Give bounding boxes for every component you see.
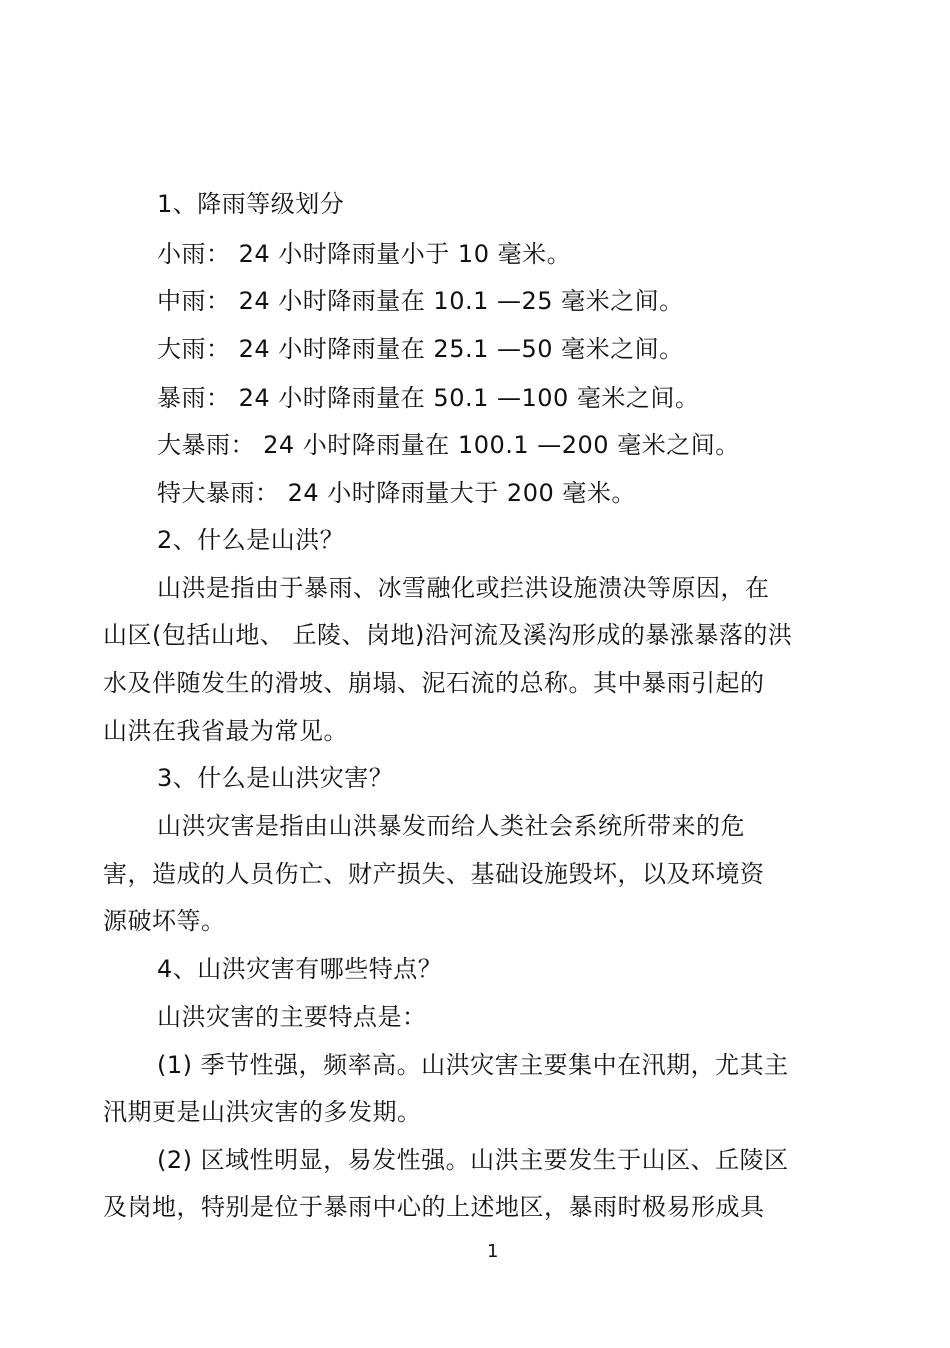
rain-level-extreme-storm: 特大暴雨： 24 小时降雨量大于 200 毫米。 <box>157 479 636 507</box>
rain-level-moderate: 中雨： 24 小时降雨量在 10.1 —25 毫米之间。 <box>157 287 684 315</box>
page-number: 1 <box>487 1241 499 1262</box>
list-item-line: (2) 区域性明显，易发性强。山洪主要发生于山区、丘陵区 <box>157 1146 789 1174</box>
paragraph-line: 山区(包括山地、 丘陵、岗地)沿河流及溪沟形成的暴涨暴落的洪 <box>103 621 793 649</box>
paragraph-line: 山洪在我省最为常见。 <box>103 717 348 745</box>
list-item-line: 及岗地，特别是位于暴雨中心的上述地区，暴雨时极易形成具 <box>103 1193 765 1221</box>
rain-level-small: 小雨： 24 小时降雨量小于 10 毫米。 <box>157 240 572 268</box>
list-item-line: (1) 季节性强，频率高。山洪灾害主要集中在汛期，尤其主 <box>157 1051 789 1079</box>
paragraph-line: 山洪是指由于暴雨、冰雪融化或拦洪设施溃决等原因，在 <box>157 574 770 602</box>
section-heading-rain-levels: 1、降雨等级划分 <box>157 190 345 218</box>
rain-level-heavy-storm: 大暴雨： 24 小时降雨量在 100.1 —200 毫米之间。 <box>157 431 740 459</box>
paragraph-line: 山洪灾害的主要特点是： <box>157 1003 427 1031</box>
section-heading-disaster-features: 4、山洪灾害有哪些特点？ <box>157 955 443 983</box>
section-heading-flash-flood: 2、什么是山洪？ <box>157 526 345 554</box>
paragraph-line: 源破坏等。 <box>103 907 226 935</box>
paragraph-line: 山洪灾害是指由山洪暴发而给人类社会系统所带来的危 <box>157 812 745 840</box>
paragraph-line: 水及伴随发生的滑坡、崩塌、泥石流的总称。其中暴雨引起的 <box>103 669 765 697</box>
section-heading-flood-disaster: 3、什么是山洪灾害？ <box>157 764 394 792</box>
rain-level-heavy: 大雨： 24 小时降雨量在 25.1 —50 毫米之间。 <box>157 335 684 363</box>
paragraph-line: 害，造成的人员伤亡、财产损失、基础设施毁坏，以及环境资 <box>103 860 765 888</box>
rain-level-storm: 暴雨： 24 小时降雨量在 50.1 —100 毫米之间。 <box>157 384 700 412</box>
list-item-line: 汛期更是山洪灾害的多发期。 <box>103 1098 422 1126</box>
